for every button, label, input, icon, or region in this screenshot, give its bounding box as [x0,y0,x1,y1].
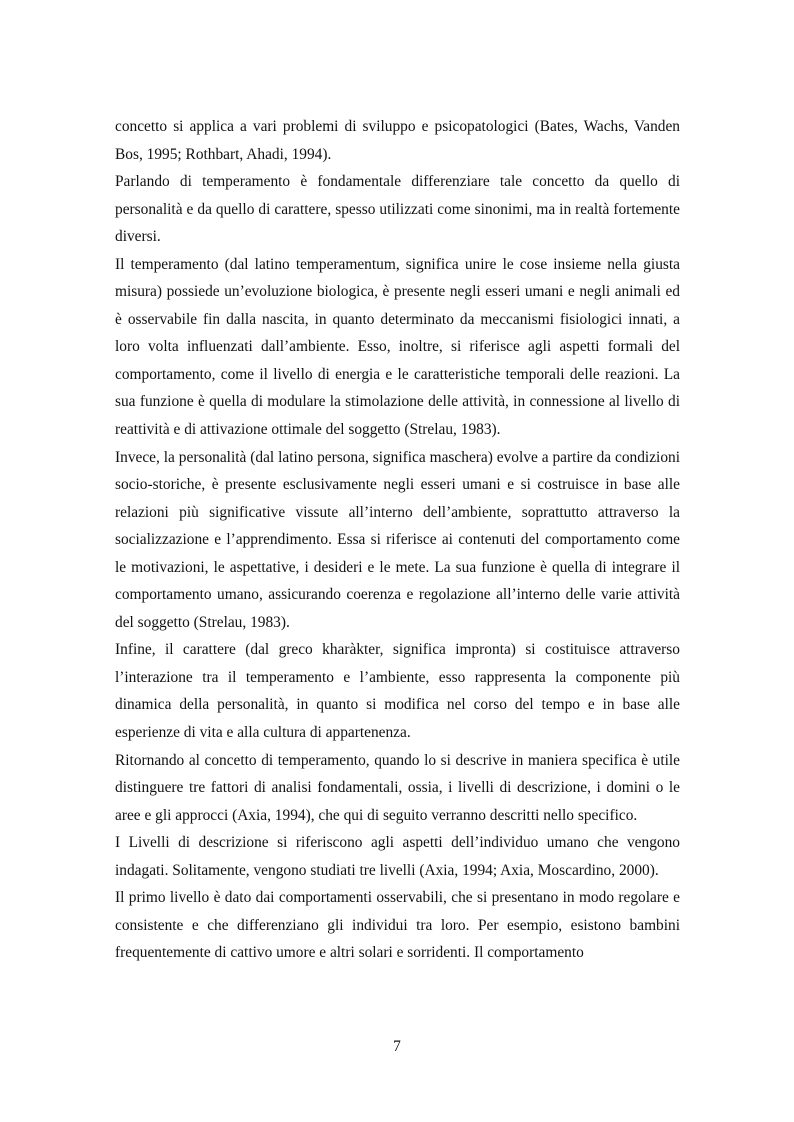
paragraph: concetto si applica a vari problemi di sviluppo e psicopatologici (Bates, Wachs, Vanden Bos, 1995; Rothbart, Ahadi, 1994). [115,118,680,163]
paragraph: I Livelli di descrizione si riferiscono agli aspetti dell’individuo umano che vengono indagati. Solitamente, vengono studiati tre livelli (Axia, 1994; Axia, Moscardino, 2000). [115,834,680,879]
paragraph: Ritornando al concetto di temperamento, quando lo si descrive in maniera specifica è utile distinguere tre fattori di analisi fondamentali, ossia, i livelli di descrizione, i domini o le aree e gli approcci (Axia, 1994), che qui di seguito verranno descritti nello specifico. [115,751,680,824]
page-number: 7 [393,1038,401,1055]
paragraph: Infine, il carattere (dal greco kharàkter, significa impronta) si costituisce attraverso l’interazione tra il temperamento e l’ambiente, esso rappresenta la componente più dinamica della personalità, in quanto si modifica nel corso del tempo e in base alle esperienze di vita e alla cultura di appartenenza. [115,641,680,742]
paragraph: Parlando di temperamento è fondamentale differenziare tale concetto da quello di personalità e da quello di carattere, spesso utilizzati come sinonimi, ma in realtà fortemente diversi. [115,173,680,246]
paragraph: Il primo livello è dato dai comportamenti osservabili, che si presentano in modo regolare e consistente e che differenziano gli individui tra loro. Per esempio, esistono bambini frequentemente di cattivo umore e altri solari e sorridenti. Il comportamento [115,889,680,962]
paragraph: Il temperamento (dal latino temperamentum, significa unire le cose insieme nella giusta misura) possiede un’evoluzione biologica, è presente negli esseri umani e negli animali ed è osservabile fin dalla nascita, in quanto determinato da meccanismi fisiologici innati, a loro volta influenzati dall’ambiente. Esso, inoltre, si riferisce agli aspetti formali del comportamento, come il livello di energia e le caratteristiche temporali delle reazioni. La sua funzione è quella di modulare la stimolazione delle attività, in connessione al livello di reattività e di attivazione ottimale del soggetto (Strelau, 1983). [115,255,680,439]
paragraph: Invece, la personalità (dal latino persona, significa maschera) evolve a partire da condizioni socio-storiche, è presente esclusivamente negli esseri umani e si costruisce in base alle relazioni più significative vissute all’interno dell’ambiente, soprattutto attraverso la socializzazione e l’apprendimento. Essa si riferisce ai contenuti del comportamento come le motivazioni, le aspettative, i desideri e le mete. La sua funzione è quella di integrare il comportamento umano, assicurando coerenza e regolazione all’interno delle varie attività del soggetto (Strelau, 1983). [115,448,680,631]
body-text [115,113,680,967]
